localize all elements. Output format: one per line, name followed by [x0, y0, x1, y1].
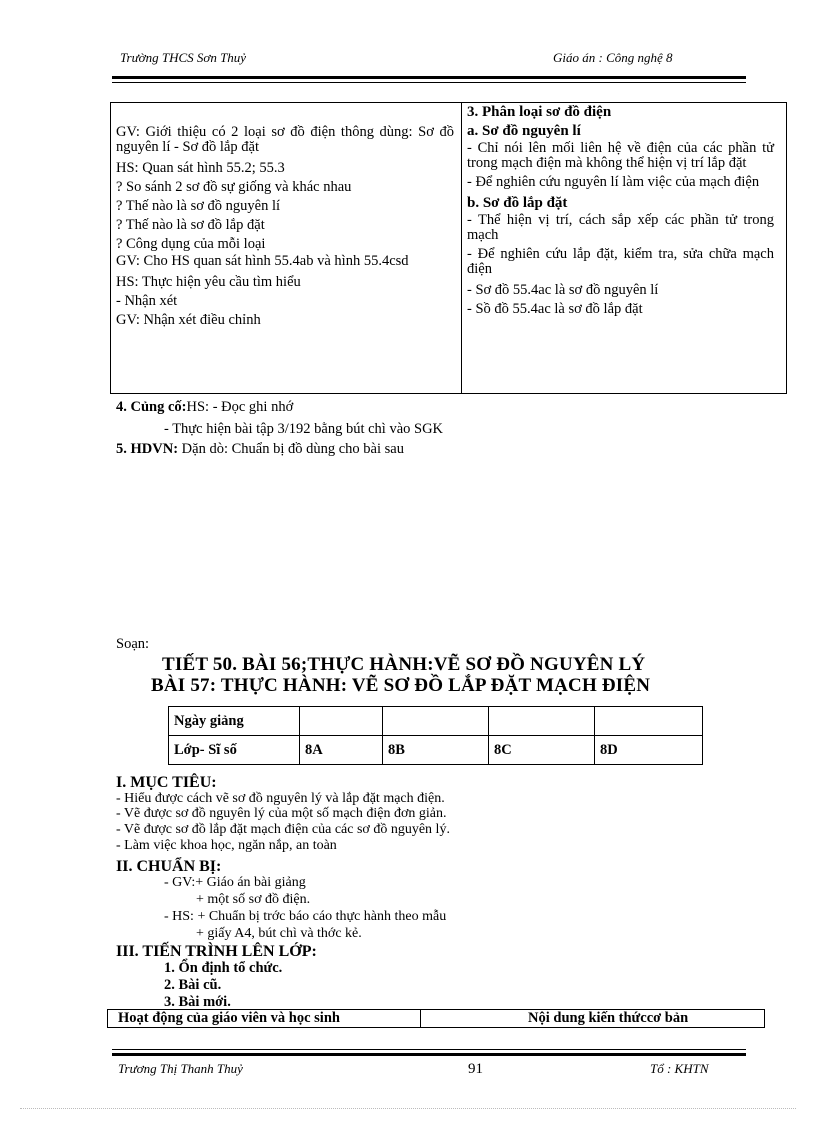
consolidation-line2: - Thực hiện bài tập 3/192 bằng bút chì vào SGK — [164, 421, 444, 437]
footer-author: Trương Thị Thanh Thuỷ — [118, 1061, 243, 1076]
objective-item: - Vẽ được sơ đồ nguyên lý của một số mạch điện đơn giản. — [116, 806, 447, 821]
page-number: 91 — [468, 1061, 483, 1077]
class-cell: 8A — [300, 736, 383, 765]
consolidation — [116, 399, 293, 416]
activity-line: GV: Giới thiệu có 2 loại sơ đồ điện thông dùng: Sơ đồ nguyên lí - Sơ đồ lắp đặt — [116, 124, 454, 155]
homework — [116, 441, 404, 458]
consolidation-label: 4. Củng cố: — [116, 399, 187, 415]
prep-gv-1: - GV:+ Giáo án bài giảng — [164, 875, 306, 890]
content-item: - Sồ đồ 55.4ac là sơ đồ lắp đặt — [467, 301, 643, 317]
table-divider — [461, 103, 462, 393]
activity-line: ? Công dụng của mỗi loại — [116, 236, 266, 252]
footer-group: Tổ : KHTN — [650, 1061, 709, 1076]
activity-line: GV: Nhận xét điều chỉnh — [116, 312, 261, 328]
homework-label: 5. HDVN: — [116, 441, 179, 457]
activity-line: - Nhận xét — [116, 293, 178, 309]
teacher-activity-column — [116, 125, 454, 330]
bottom-col-content: Nội dung kiến thứccơ bản — [528, 1010, 689, 1026]
content-item: - Thể hiện vị trí, cách sắp xếp các phần tử trong mạch — [467, 212, 774, 243]
content-item: - Sơ đồ 55.4ac là sơ đồ nguyên lí — [467, 282, 659, 298]
page-edge-divider — [20, 1108, 796, 1109]
content-item: - Để nghiên cứu lắp đặt, kiểm tra, sửa chữa mạch điện — [467, 246, 774, 277]
date-cell — [595, 707, 703, 736]
process-step: 1. Ổn định tổ chức. — [164, 960, 283, 976]
content-column — [467, 103, 774, 319]
process-heading: III. TIẾN TRÌNH LÊN LỚP: — [116, 943, 317, 960]
content-subheading-a: a. Sơ đồ nguyên lí — [467, 123, 581, 139]
table-row — [169, 707, 703, 736]
header-school: Trường THCS Sơn Thuỷ — [120, 50, 247, 65]
header-rule-thin — [112, 82, 746, 83]
soan-label: Soạn: — [116, 636, 150, 652]
activity-line: ? Thế nào là sơ đồ lắp đặt — [116, 217, 265, 233]
process-step: 3. Bài mới. — [164, 994, 231, 1010]
date-cell — [383, 707, 489, 736]
objective-item: - Làm việc khoa học, ngăn nắp, an toàn — [116, 838, 337, 853]
objectives-heading: I. MỤC TIÊU: — [116, 774, 217, 791]
content-item: - Để nghiên cứu nguyên lí làm việc của mạch điện — [467, 174, 760, 190]
header-rule-thick — [112, 76, 746, 79]
content-item: - Chỉ nói lên mối liên hệ về điện của các phần tử trong mạch điện mà không thể hiện vị trí lắp đặt — [467, 140, 774, 171]
table-divider — [420, 1010, 421, 1027]
objective-item: - Vẽ được sơ đồ lắp đặt mạch điện của các sơ đồ nguyên lý. — [116, 822, 450, 837]
activity-line: HS: Quan sát hình 55.2; 55.3 — [116, 160, 285, 176]
activity-line: ? So sánh 2 sơ đồ sự giống và khác nhau — [116, 179, 352, 195]
bottom-col-activity: Hoạt động của giáo viên và học sinh — [118, 1010, 340, 1026]
activity-line: ? Thế nào là sơ đồ nguyên lí — [116, 198, 281, 214]
activity-line: GV: Cho HS quan sát hình 55.4ab và hình 55.4csd — [116, 253, 409, 269]
preparation-heading: II. CHUẨN BỊ: — [116, 858, 222, 875]
activity-line: HS: Thực hiện yêu cầu tìm hiểu — [116, 274, 301, 290]
content-subheading-b: b. Sơ đồ lắp đặt — [467, 195, 568, 211]
date-cell — [489, 707, 595, 736]
table-row — [169, 736, 703, 765]
attendance-table — [168, 706, 703, 765]
process-step: 2. Bài cũ. — [164, 977, 222, 993]
footer-rule-thin — [112, 1049, 746, 1050]
consolidation-line1: HS: - Đọc ghi nhớ — [186, 399, 294, 415]
date-cell — [300, 707, 383, 736]
class-cell: 8D — [595, 736, 703, 765]
header-subject: Giáo án : Công nghệ 8 — [553, 50, 673, 65]
homework-text: Dặn dò: Chuẩn bị đồ dùng cho bài sau — [178, 441, 404, 457]
content-heading: 3. Phân loại sơ đồ điện — [467, 104, 612, 120]
row-label-date: Ngày giảng — [169, 707, 300, 736]
prep-gv-2: + một số sơ đồ điện. — [196, 892, 311, 907]
class-cell: 8B — [383, 736, 489, 765]
lesson-title-1: TIẾT 50. BÀI 56;THỰC HÀNH:VẼ SƠ ĐỒ NGUYÊN LÝ — [162, 654, 646, 675]
lesson-title-2: BÀI 57: THỰC HÀNH: VẼ SƠ ĐỒ LẮP ĐẶT MẠCH ĐIỆN — [151, 675, 651, 696]
prep-hs-1: - HS: + Chuẩn bị trớc báo cáo thực hành theo mẫu — [164, 909, 447, 924]
class-cell: 8C — [489, 736, 595, 765]
prep-hs-2: + giấy A4, bút chì và thớc kẻ. — [196, 926, 362, 941]
footer-rule-thick — [112, 1053, 746, 1056]
objective-item: - Hiểu được cách vẽ sơ đồ nguyên lý và lắp đặt mạch điện. — [116, 791, 445, 806]
row-label-class: Lớp- Sĩ số — [169, 736, 300, 765]
